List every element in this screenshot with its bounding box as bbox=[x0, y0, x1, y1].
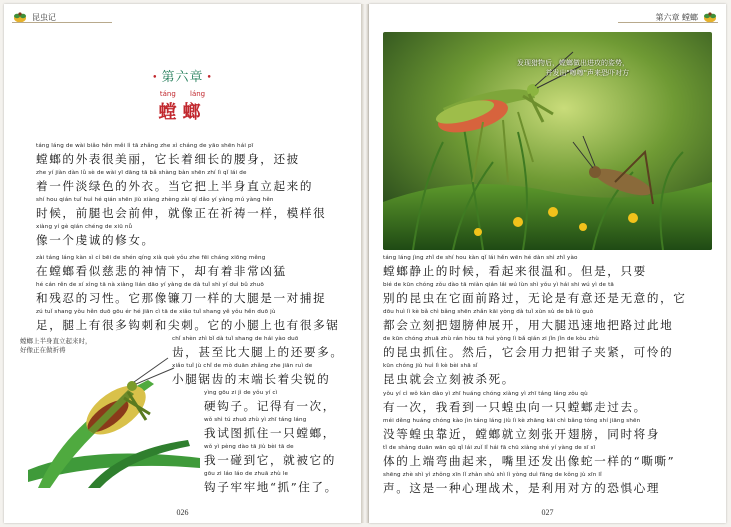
text-line bbox=[383, 281, 713, 308]
hanzi-line: 别的昆虫在它面前路过，无论是有意还是无意的，它 bbox=[383, 291, 687, 305]
hanzi-line: 着一件淡绿色的外衣。当它把上半身直立起来的 bbox=[36, 179, 314, 193]
hanzi-line: 都会立刻把翅膀伸展开，用大腿迅速地把路过此地 bbox=[383, 318, 674, 332]
hanzi-line: 和残忍的习性。它那像镰刀一样的大腿是一对捕捉 bbox=[36, 291, 327, 305]
text-line bbox=[36, 142, 346, 169]
hanzi-line: 体的上端弯曲起来，嘴里还发出像蛇一样的“嘶嘶” bbox=[383, 454, 676, 468]
running-head-text: 昆虫记 bbox=[32, 12, 56, 22]
pinyin-line: zú tuǐ shang yǒu hěn duō gōu ér hé jiān cì tā de xiǎo tuǐ shang yě yǒu hěn duō jù bbox=[36, 309, 276, 315]
hanzi-line: 我一碰到它，就被它的 bbox=[204, 453, 336, 467]
text-line bbox=[204, 389, 354, 416]
text-line bbox=[36, 169, 346, 196]
text-line bbox=[383, 471, 713, 498]
page-number-left: 026 bbox=[176, 508, 189, 517]
hanzi-line: 螳螂静止的时候，看起来很温和。但是，只要 bbox=[383, 264, 647, 278]
caption-line: 好像正在做祈祷 bbox=[20, 346, 66, 354]
pinyin-line: zài táng láng kàn sì cí bēi de shén qíng xià què yǒu zhe fēi cháng xiōng měng bbox=[36, 255, 266, 261]
chapter-title: 螳螂 bbox=[158, 102, 207, 123]
paragraph-2-wrapped bbox=[204, 389, 354, 497]
caption-line: 发现猎物后，螳螂做出进攻的姿势， bbox=[517, 59, 629, 67]
text-line bbox=[383, 390, 713, 417]
caption-line: 并发出"嚓嚓"声来恐吓对方 bbox=[545, 69, 629, 77]
right-page bbox=[369, 4, 726, 523]
hanzi-line: 小腿锯齿的末端长着尖锐的 bbox=[172, 372, 331, 386]
chapter-number-text: 第六章 bbox=[161, 70, 204, 85]
text-line bbox=[36, 223, 346, 250]
hanzi-line: 螳螂的外表很美丽，它长着细长的腰身，还披 bbox=[36, 152, 300, 166]
text-line bbox=[383, 444, 713, 471]
pinyin-line: gōu zi láo láo de zhuā zhù le bbox=[204, 471, 289, 477]
header-rule bbox=[12, 22, 112, 23]
pinyin-line: zhe yí jiàn dàn lǜ sè de wài yī dāng tā bǎ shàng bàn shēn zhí lì qǐ lái de bbox=[36, 170, 247, 176]
hanzi-line: 像一个虔诚的修女。 bbox=[36, 233, 155, 247]
page-number-right: 027 bbox=[541, 508, 554, 517]
pinyin-line: de kūn chóng zhuā zhù rán hòu tā huì yòng lì bǎ qián zi jǐn jǐn de kòu zhù bbox=[383, 336, 599, 342]
pinyin-line: tǐ de shàng duān wān qū qǐ lái zuǐ lǐ hái fā chū xiàng shé yí yàng de sī sī bbox=[383, 445, 596, 451]
hanzi-line: 齿，甚至比大腿上的还要多。 bbox=[172, 345, 344, 359]
text-line bbox=[204, 470, 354, 497]
pinyin-line: wǒ yì pèng dào tā jiù bèi tā de bbox=[204, 444, 294, 450]
pinyin-line: chǐ shèn zhì bǐ dà tuǐ shang de hái yào duō bbox=[172, 336, 299, 342]
header-rule bbox=[618, 22, 718, 23]
text-line bbox=[36, 281, 346, 308]
text-line bbox=[383, 254, 713, 281]
paragraph-4 bbox=[383, 390, 713, 498]
hanzi-line: 时候，前腿也会前伸，就像正在祈祷一样，模样很 bbox=[36, 206, 327, 220]
paragraph-1 bbox=[36, 142, 346, 250]
hanzi-line: 没等蝗虫靠近，螳螂就立刻张开翅膀，同时将身 bbox=[383, 427, 661, 441]
pinyin-line: xiǎo tuǐ jù chǐ de mò duān zhǎng zhe jiān ruì de bbox=[172, 363, 313, 369]
text-line bbox=[383, 417, 713, 444]
photo-caption bbox=[517, 58, 629, 78]
praying-mantis-illustration bbox=[28, 350, 200, 488]
pinyin-line: yǒu yí cì wǒ kàn dào yì zhī huáng chóng xiàng yì zhī táng láng zǒu qù bbox=[383, 391, 588, 397]
pinyin-line: méi děng huáng chóng kào jìn táng láng jiù lì kè zhāng kāi chì bǎng tóng shí jiāng shēn bbox=[383, 418, 641, 424]
book-gutter bbox=[361, 4, 369, 523]
running-head-text: 第六章 螳螂 bbox=[655, 12, 698, 22]
text-line bbox=[383, 362, 713, 389]
paragraph-3 bbox=[383, 254, 713, 389]
text-line bbox=[383, 308, 713, 335]
text-line bbox=[204, 416, 354, 443]
pinyin-line: táng láng jìng zhǐ de shí hou kàn qǐ lái hěn wēn hé dàn shì zhǐ yào bbox=[383, 255, 578, 261]
text-line bbox=[204, 443, 354, 470]
pinyin-line: dōu huì lì kè bǎ chì bǎng shēn zhǎn kāi yòng dà tuǐ xùn sù de bǎ lù guò bbox=[383, 309, 594, 315]
pinyin-line: xiàng yí gè qián chéng de xiū nǚ bbox=[36, 224, 133, 230]
text-line bbox=[36, 254, 346, 281]
left-page bbox=[4, 4, 361, 523]
hanzi-line: 声。这是一种心理战术，是利用对方的恐惧心理 bbox=[383, 481, 661, 495]
pinyin-line: kūn chóng jiù huì lì kè bèi shā sǐ bbox=[383, 363, 478, 369]
pinyin-line: hé cán rěn de xí xìng tā nà xiàng lián dāo yí yàng de dà tuǐ shì yí duì bǔ zhuō bbox=[36, 282, 264, 288]
hanzi-line: 我试图抓住一只螳螂， bbox=[204, 426, 336, 440]
hanzi-line: 硬钩子。记得有一次， bbox=[204, 399, 336, 413]
hanzi-line: 足，腿上有很多钩刺和尖刺。它的小腿上也有很多锯 bbox=[36, 318, 340, 332]
pinyin-line: táng láng de wài biǎo hěn měi lì tā zhǎng zhe xì cháng de yāo shēn hái pī bbox=[36, 143, 254, 149]
hanzi-line: 昆虫就会立刻被杀死。 bbox=[383, 372, 515, 386]
hanzi-line: 在螳螂看似慈悲的神情下，却有着非常凶猛 bbox=[36, 264, 287, 278]
text-line bbox=[36, 196, 346, 223]
pinyin-line: yìng gōu zi jì de yǒu yí cì bbox=[204, 390, 278, 396]
hanzi-line: 有一次，我看到一只蝗虫向一只螳螂走过去。 bbox=[383, 400, 647, 414]
caption-line: 螳螂上半身直立起来时， bbox=[20, 337, 92, 345]
hanzi-line: 的昆虫抓住。然后，它会用力把钳子夹紧，可怜的 bbox=[383, 345, 674, 359]
hanzi-line: 钩子牢牢地“抓”住了。 bbox=[204, 480, 338, 494]
pinyin-line: shēng zhè shì yì zhǒng xīn lǐ zhàn shù shì lì yòng duì fāng de kǒng jù xīn lǐ bbox=[383, 472, 602, 478]
chapter-title-pinyin: táng láng bbox=[159, 90, 206, 98]
chapter-number: • 第六章 • bbox=[152, 70, 213, 85]
pinyin-line: bié de kūn chóng zǒu dào tā miàn qián lái wú lùn shì yǒu yì hái shi wú yì de tā bbox=[383, 282, 614, 288]
pinyin-line: wǒ shì tú zhuō zhù yì zhī táng láng bbox=[204, 417, 307, 423]
pinyin-line: shí hou qián tuǐ huì hé qián shēn jiù xiàng zhèng zài qí dǎo yí yàng mú yàng hěn bbox=[36, 197, 274, 203]
text-line bbox=[36, 308, 346, 335]
chapter-heading bbox=[4, 66, 361, 124]
paragraph-2 bbox=[36, 254, 346, 335]
text-line bbox=[383, 335, 713, 362]
